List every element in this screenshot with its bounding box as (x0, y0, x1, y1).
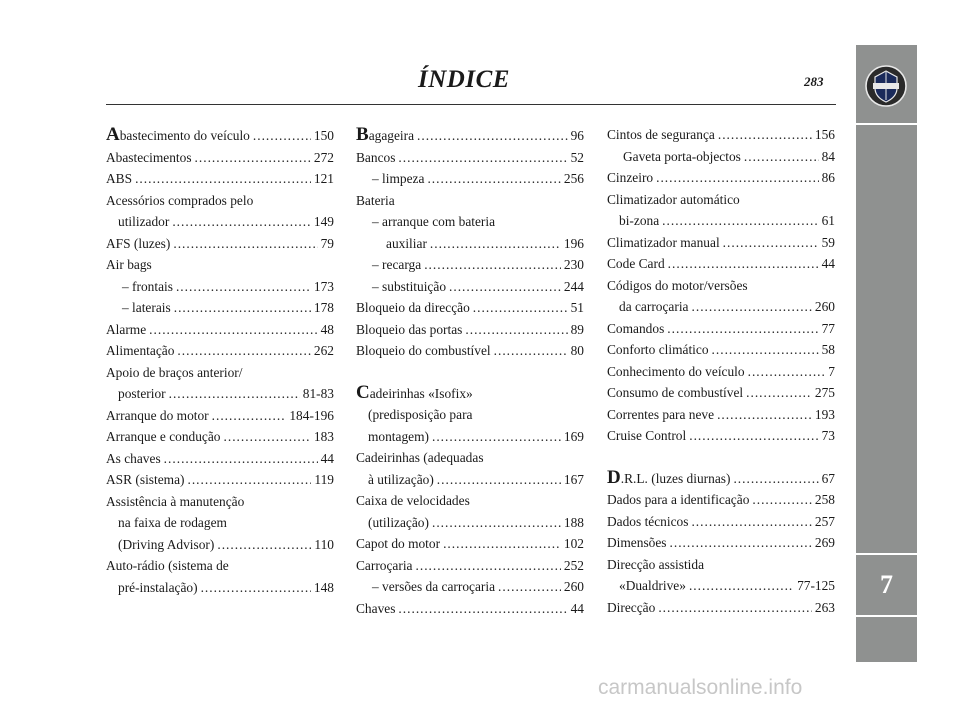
dot-leader (432, 512, 561, 534)
entry-text: Arranque e condução (106, 429, 221, 444)
entry-text: As chaves (106, 450, 161, 466)
entry-page-number: 67 (821, 470, 835, 486)
entry-text: Auto-rádio (sistema de (106, 558, 229, 573)
index-entry (356, 124, 584, 147)
dot-leader (176, 276, 311, 298)
entry-page-number: 58 (821, 342, 835, 357)
dot-leader (149, 319, 317, 341)
entry-text: Climatizador manual (607, 234, 720, 250)
entry-page-number: 86 (821, 170, 835, 185)
dot-leader (212, 405, 287, 427)
dot-leader (437, 469, 561, 491)
entry-text: pré-instalação) (118, 579, 198, 595)
dot-leader (689, 575, 794, 597)
entry-text: – versões da carroçaria (372, 579, 496, 594)
sidebar-divider (856, 123, 917, 125)
entry-page-number: 148 (313, 579, 334, 595)
entry-page-number: 110 (314, 536, 334, 552)
watermark: carmanualsonline.info (598, 676, 803, 699)
index-entry (356, 340, 584, 362)
index-entry (356, 297, 584, 319)
index-entry (356, 490, 584, 533)
entry-text: bastecimento do veículo (119, 128, 250, 143)
section-letter: A (106, 124, 120, 145)
entry-page-number: 52 (570, 149, 584, 165)
dot-leader (656, 167, 819, 189)
entry-text: Apoio de braços anterior/ (106, 364, 243, 380)
entry-text: Code Card (607, 256, 665, 271)
entry-page-number: 48 (320, 321, 334, 337)
index-entry (356, 319, 584, 341)
entry-text: – laterais (122, 300, 171, 315)
entry-text: Conhecimento do veículo (607, 363, 745, 379)
dot-leader (746, 382, 812, 404)
dot-leader (443, 533, 561, 555)
dot-leader (723, 232, 819, 254)
entry-text: Alarme (106, 321, 147, 337)
entry-text: Cinzeiro (607, 170, 654, 185)
index-entry (356, 168, 584, 190)
entry-text: – recarga (372, 257, 422, 272)
entry-text: Dimensões (607, 535, 667, 550)
entry-page-number: 44 (570, 600, 584, 616)
index-entry (106, 491, 334, 556)
index-entry (356, 276, 584, 298)
index-entry (106, 405, 334, 427)
dot-leader (752, 489, 812, 511)
entry-page-number: 77 (821, 320, 835, 336)
index-entry (356, 190, 584, 212)
entry-page-number: 149 (313, 214, 334, 229)
index-entry (106, 276, 334, 298)
dot-leader (417, 125, 568, 147)
index-entry (607, 425, 835, 447)
entry-text: Cintos de segurança (607, 127, 715, 142)
section-letter: B (356, 124, 369, 145)
index-entry (356, 533, 584, 555)
index-column-1 (106, 124, 334, 598)
entry-text: ABS (106, 171, 133, 186)
entry-page-number: 7 (828, 363, 835, 379)
index-entry (106, 297, 334, 319)
entry-text: (predisposição para (368, 407, 473, 422)
entry-page-number: 258 (814, 492, 835, 507)
index-entry (607, 467, 835, 490)
index-entry (607, 511, 835, 533)
entry-text: Gaveta porta-objectos (623, 148, 741, 164)
dot-leader (718, 124, 812, 146)
entry-text: posterior (118, 386, 166, 401)
entry-text: adeirinhas «Isofix» (369, 385, 473, 401)
section-letter: D (607, 466, 621, 488)
index-entry (106, 254, 334, 276)
dot-leader (473, 297, 568, 319)
index-entry (106, 448, 334, 470)
dot-leader (717, 404, 812, 426)
entry-text: bi-zona (619, 213, 660, 228)
entry-page-number: 150 (313, 128, 334, 143)
entry-page-number: 84 (821, 148, 835, 164)
entry-page-number: 167 (563, 471, 584, 487)
dot-leader (430, 233, 561, 255)
dot-leader (668, 253, 819, 275)
index-entry (607, 489, 835, 511)
entry-page-number: 80 (570, 343, 584, 358)
index-entry (356, 555, 584, 577)
dot-leader (164, 448, 318, 470)
dot-leader (187, 469, 311, 491)
dot-leader (398, 147, 567, 169)
index-entry (106, 319, 334, 341)
dot-leader (177, 340, 310, 362)
dot-leader (498, 576, 561, 598)
entry-page-number: 79 (320, 235, 334, 251)
entry-page-number: 77-125 (797, 578, 835, 593)
entry-text: – arranque com bateria (372, 214, 496, 229)
index-entry (356, 598, 584, 620)
dot-leader (692, 296, 812, 318)
dot-leader (712, 339, 819, 361)
index-entry (106, 340, 334, 362)
index-entry (356, 147, 584, 169)
entry-page-number: 73 (821, 428, 835, 443)
index-entry (356, 576, 584, 598)
dot-leader (432, 426, 561, 448)
index-entry (356, 382, 584, 448)
entry-text: Acessórios comprados pelo (106, 192, 254, 208)
entry-text: na faixa de rodagem (118, 515, 227, 530)
entry-text: Códigos do motor/versões (607, 277, 748, 293)
dot-leader (172, 211, 311, 233)
entry-page-number: 262 (313, 343, 334, 358)
entry-text: – substituição (372, 278, 447, 294)
entry-text: Abastecimentos (106, 149, 192, 165)
dot-leader (670, 532, 812, 554)
index-entry (106, 469, 334, 491)
entry-page-number: 260 (563, 579, 584, 594)
entry-text: Direcção assistida (607, 556, 705, 572)
dot-leader (201, 577, 311, 599)
entry-text: – frontais (122, 278, 173, 294)
index-entry (106, 426, 334, 448)
entry-text: AFS (luzes) (106, 235, 171, 251)
index-entry (607, 167, 835, 189)
index-entry (607, 189, 835, 232)
entry-text: Capot do motor (356, 536, 441, 551)
entry-page-number: 81-83 (302, 386, 334, 401)
entry-page-number: 61 (821, 213, 835, 228)
index-entry (106, 362, 334, 405)
index-entry (607, 532, 835, 554)
index-entry (106, 147, 334, 169)
index-entry (356, 211, 584, 254)
index-entry (106, 555, 334, 598)
header-divider (106, 104, 836, 105)
entry-page-number: 256 (563, 171, 584, 186)
dot-leader (398, 598, 567, 620)
entry-text: ASR (sistema) (106, 472, 185, 487)
index-entry (106, 190, 334, 233)
entry-page-number: 178 (313, 300, 334, 315)
entry-page-number: 96 (570, 128, 584, 143)
entry-text: Cruise Control (607, 428, 687, 443)
dot-leader (689, 425, 818, 447)
page-number: 283 (804, 74, 824, 89)
entry-page-number: 119 (314, 472, 334, 487)
dot-leader (667, 318, 818, 340)
dot-leader (173, 233, 317, 255)
index-entry (607, 124, 835, 146)
dot-leader (217, 534, 311, 556)
dot-leader (135, 168, 311, 190)
entry-text: utilizador (118, 214, 170, 229)
entry-text: «Dualdrive» (619, 578, 686, 593)
entry-text: Dados para a identificação (607, 492, 750, 507)
entry-text: Air bags (106, 257, 152, 272)
entry-page-number: 173 (313, 278, 334, 294)
entry-text: .R.L. (luzes diurnas) (620, 470, 731, 486)
dot-leader (658, 597, 812, 619)
entry-text: Arranque do motor (106, 407, 209, 423)
dot-leader (174, 297, 311, 319)
dot-leader (733, 468, 818, 490)
entry-text: Assistência à manutenção (106, 493, 245, 509)
entry-page-number: 89 (570, 321, 584, 337)
index-entry (106, 168, 334, 190)
entry-text: Dados técnicos (607, 513, 689, 529)
entry-text: Carroçaria (356, 557, 413, 573)
entry-text: Bloqueio da direcção (356, 300, 470, 315)
entry-text: Bancos (356, 149, 396, 165)
index-entry (607, 275, 835, 318)
sidebar-divider (856, 615, 917, 617)
index-entry (607, 232, 835, 254)
entry-page-number: 257 (814, 513, 835, 529)
entry-text: montagem) (368, 428, 429, 444)
index-entry (106, 124, 334, 147)
index-entry (607, 361, 835, 383)
entry-text: Bloqueio do combustível (356, 343, 491, 358)
dot-leader (169, 383, 300, 405)
index-entry (607, 339, 835, 361)
dot-leader (416, 555, 561, 577)
entry-page-number: 263 (814, 599, 835, 615)
entry-text: Chaves (356, 600, 396, 616)
entry-page-number: 196 (563, 235, 584, 251)
index-column-3 (607, 124, 835, 618)
entry-page-number: 44 (320, 450, 334, 466)
lancia-logo-icon (864, 64, 908, 108)
index-entry (356, 254, 584, 276)
entry-page-number: 275 (814, 385, 835, 400)
index-entry (607, 554, 835, 597)
index-entry (607, 318, 835, 340)
entry-text: Direcção (607, 599, 656, 615)
entry-page-number: 252 (563, 557, 584, 573)
entry-text: Consumo de combustível (607, 385, 744, 400)
entry-text: Bloqueio das portas (356, 321, 463, 337)
entry-text: agageira (368, 128, 415, 143)
entry-text: (Driving Advisor) (118, 536, 215, 552)
entry-text: da carroçaria (619, 299, 689, 314)
index-entry (356, 447, 584, 490)
page-title: ÍNDICE (418, 66, 510, 93)
entry-text: – limpeza (372, 171, 425, 186)
entry-page-number: 51 (570, 300, 584, 315)
entry-page-number: 169 (563, 428, 584, 444)
entry-page-number: 260 (814, 299, 835, 314)
index-entry (607, 404, 835, 426)
entry-text: Conforto climático (607, 342, 709, 357)
dot-leader (494, 340, 568, 362)
index-entry (607, 597, 835, 619)
dot-leader (224, 426, 311, 448)
entry-text: Caixa de velocidades (356, 493, 470, 508)
entry-page-number: 183 (313, 429, 334, 444)
entry-page-number: 230 (563, 257, 584, 272)
dot-leader (195, 147, 311, 169)
entry-page-number: 269 (814, 535, 835, 550)
entry-page-number: 184-196 (289, 407, 334, 423)
entry-text: Alimentação (106, 343, 175, 358)
chapter-number: 7 (880, 570, 893, 599)
entry-page-number: 121 (313, 171, 334, 186)
entry-page-number: 272 (313, 149, 334, 165)
entry-page-number: 193 (814, 406, 835, 422)
entry-page-number: 59 (821, 234, 835, 250)
dot-leader (253, 125, 311, 147)
entry-text: à utilização) (368, 471, 434, 487)
dot-leader (427, 168, 560, 190)
dot-leader (465, 319, 567, 341)
entry-text: Bateria (356, 192, 395, 208)
entry-text: Cadeirinhas (adequadas (356, 450, 484, 465)
index-entry (607, 146, 835, 168)
index-entry (106, 233, 334, 255)
dot-leader (449, 276, 561, 298)
entry-page-number: 102 (563, 536, 584, 551)
entry-text: Correntes para neve (607, 406, 715, 422)
dot-leader (662, 210, 818, 232)
section-letter: C (356, 381, 370, 403)
entry-text: Climatizador automático (607, 191, 740, 207)
entry-text: Comandos (607, 320, 665, 336)
entry-page-number: 188 (563, 514, 584, 530)
dot-leader (748, 361, 826, 383)
dot-leader (691, 511, 811, 533)
entry-page-number: 244 (563, 278, 584, 294)
index-column-2 (356, 124, 584, 619)
index-entry (607, 382, 835, 404)
index-entry (607, 253, 835, 275)
entry-page-number: 44 (821, 256, 835, 271)
dot-leader (424, 254, 561, 276)
entry-text: (utilização) (368, 514, 429, 530)
entry-text: auxiliar (386, 235, 427, 251)
entry-page-number: 156 (814, 127, 835, 142)
dot-leader (744, 146, 819, 168)
